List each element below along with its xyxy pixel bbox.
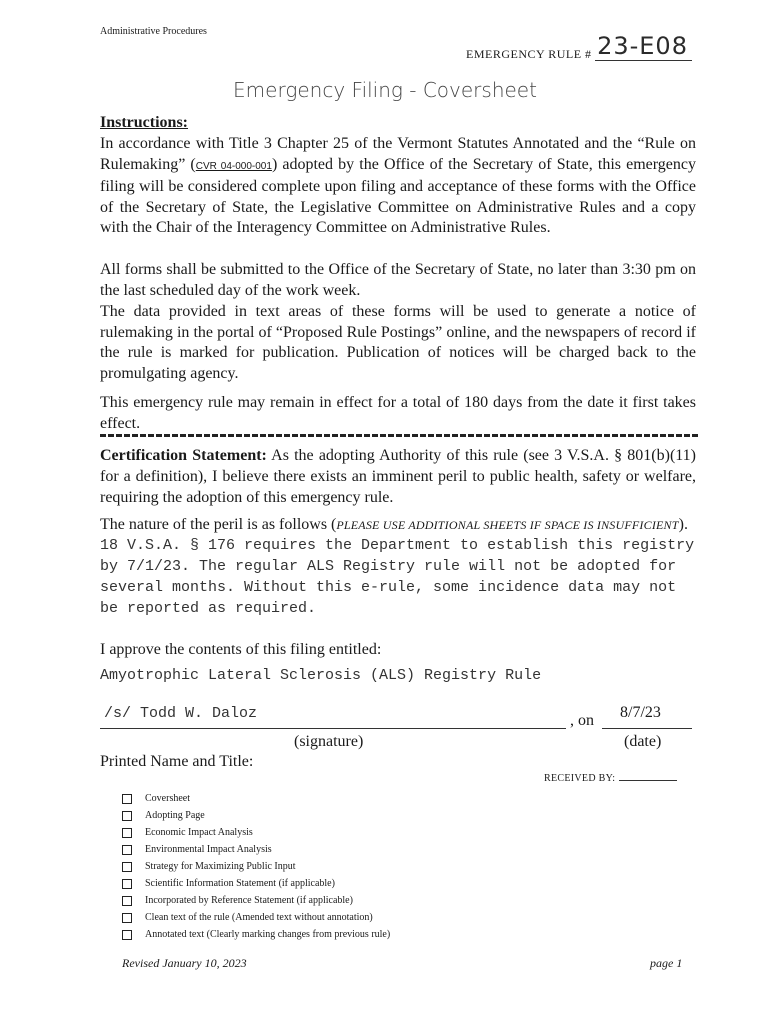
- emergency-rule-number: [466, 32, 692, 65]
- checkbox[interactable]: [122, 913, 132, 923]
- page-number: page 1: [650, 956, 683, 970]
- peril-text-field[interactable]: 18 V.S.A. § 176 requires the Department to establish this registry by 7/1/23. The regular ALS Registry rule will not be adopted for several months. Without this e-rule, some incidence data may not be reported as required.: [100, 537, 695, 617]
- signature-caption: (signature): [294, 733, 364, 750]
- checklist-item: Adopting Page: [122, 807, 390, 824]
- date-line: [602, 728, 692, 729]
- document-checklist: [122, 790, 390, 943]
- on-label: , on: [570, 712, 594, 729]
- printed-name-label: Printed Name and Title:: [100, 753, 254, 770]
- checkbox[interactable]: [122, 811, 132, 821]
- checkbox[interactable]: [122, 862, 132, 872]
- checkbox[interactable]: [122, 930, 132, 940]
- checkbox[interactable]: [122, 896, 132, 906]
- checkbox[interactable]: [122, 794, 132, 804]
- received-by: [544, 773, 677, 784]
- date-caption: (date): [624, 733, 662, 750]
- checkbox[interactable]: [122, 828, 132, 838]
- section-divider: [100, 434, 698, 437]
- certification-text: As the adopting Authority of this rule (see 3 V.S.A. § 801(b)(11) for a definition), I believe there exists an imminent peril to public health, safety or welfare, requiring the adoption of this emergency rule.: [100, 447, 697, 506]
- checklist-item: Incorporated by Reference Statement (if applicable): [122, 892, 390, 909]
- received-by-label: RECEIVED BY:: [544, 773, 616, 784]
- approval-text: I approve the contents of this filing entitled:: [100, 641, 382, 658]
- instructions-paragraph-3: The data provided in text areas of these forms will be used to generate a notice of rulemaking in the portal of “Proposed Rule Postings” online, and the newspapers of record if the rule is marked for publication. Publication of notices will be charged back to the promulgating agency.: [100, 303, 696, 382]
- checklist-item: Annotated text (Clearly marking changes from previous rule): [122, 926, 390, 943]
- peril-note: PLEASE USE ADDITIONAL SHEETS IF SPACE IS INSUFFICIENT: [336, 518, 679, 532]
- certification-label: Certification Statement:: [100, 447, 267, 464]
- page-title: Emergency Filing - Coversheet: [233, 78, 537, 102]
- checklist-item: Scientific Information Statement (if applicable): [122, 875, 390, 892]
- instructions-heading: Instructions:: [100, 114, 189, 131]
- received-by-blank[interactable]: [619, 780, 677, 781]
- rule-number-label: EMERGENCY RULE #: [466, 47, 592, 61]
- cvr-rule-link[interactable]: CVR 04-000-001: [195, 160, 272, 172]
- checklist-item: Environmental Impact Analysis: [122, 841, 390, 858]
- checklist-item: Coversheet: [122, 790, 390, 807]
- date-field[interactable]: 8/7/23: [620, 704, 661, 721]
- section-header: Administrative Procedures: [100, 26, 207, 37]
- signature-line: [100, 728, 566, 729]
- signature-field[interactable]: /s/ Todd W. Daloz: [104, 705, 258, 722]
- revision-date: Revised January 10, 2023: [122, 956, 247, 970]
- certification-statement: [100, 445, 696, 508]
- rule-number-handwritten: 23-E08: [595, 32, 692, 61]
- checklist-item: Economic Impact Analysis: [122, 824, 390, 841]
- instructions-paragraph-4: This emergency rule may remain in effect for a total of 180 days from the date it first takes effect.: [100, 394, 696, 432]
- instructions-paragraph-2: All forms shall be submitted to the Office of the Secretary of State, no later than 3:30 pm on the last scheduled day of the work week.: [100, 261, 696, 299]
- checkbox[interactable]: [122, 845, 132, 855]
- checklist-item: Strategy for Maximizing Public Input: [122, 858, 390, 875]
- peril-statement: The nature of the peril is as follows (PLEASE USE ADDITIONAL SHEETS IF SPACE IS INSUFFICIENT). 18 V.S.A. § 176 requires the Department to establish this registry by 7/1/23. The regular ALS Registry rule will not be adopted for several months. Without this e-rule, some incidence data may not be reported as required.: [100, 516, 695, 617]
- checkbox[interactable]: [122, 879, 132, 889]
- checklist-item: Clean text of the rule (Amended text without annotation): [122, 909, 390, 926]
- rule-title-field[interactable]: Amyotrophic Lateral Sclerosis (ALS) Registry Rule: [100, 667, 542, 684]
- instructions-paragraph-1: In accordance with Title 3 Chapter 25 of the Vermont Statutes Annotated and the “Rule on Rulemaking” (CVR 04-000-001) adopted by the Office of the Secretary of State, this emergency filing will be considered complete upon filing and acceptance of these forms with the Office of the Secretary of State, the Legislative Committee on Administrative Rules and a copy with the Chair of the Interagency Committee on Administrative Rules.: [100, 135, 697, 236]
